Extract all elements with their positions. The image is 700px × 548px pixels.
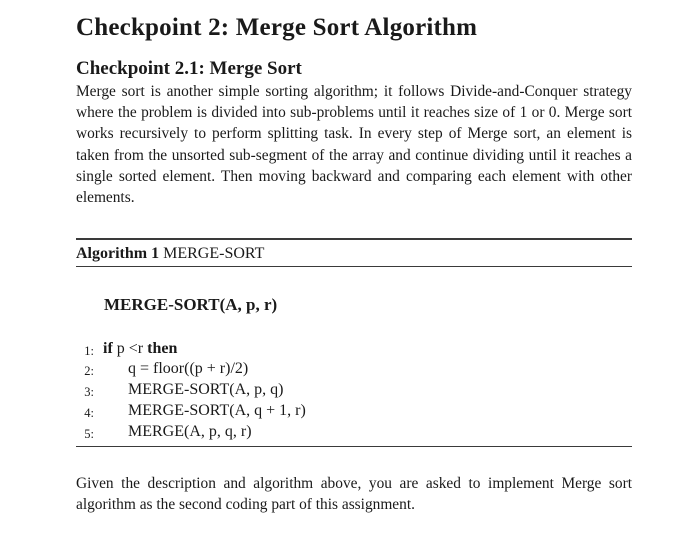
algorithm-top-rule	[76, 238, 632, 240]
line-code: MERGE-SORT(A, p, q)	[128, 381, 284, 398]
line-number: 4:	[84, 406, 94, 420]
line-number: 1:	[84, 344, 94, 358]
line-number: 2:	[84, 364, 94, 378]
line-code	[103, 340, 177, 358]
line-number: 5:	[84, 427, 94, 441]
closing-paragraph: Given the description and algorithm above, you are asked to implement Merge sort algorithm as the second coding part of this assignment.	[76, 475, 632, 514]
line-code: MERGE-SORT(A, q + 1, r)	[128, 402, 306, 419]
algorithm-caption-rule	[76, 266, 632, 267]
subsection-title: Checkpoint 2.1: Merge Sort	[76, 58, 302, 79]
line-code: MERGE(A, p, q, r)	[128, 423, 252, 440]
keyword-if: if	[103, 340, 113, 357]
section-title: Checkpoint 2: Merge Sort Algorithm	[76, 14, 478, 41]
algorithm-label: Algorithm 1	[76, 245, 160, 262]
procedure-header: MERGE-SORT(A, p, r)	[104, 295, 278, 314]
algorithm-name: MERGE-SORT	[163, 245, 265, 262]
keyword-then: then	[147, 340, 178, 357]
algorithm-bottom-rule	[76, 446, 632, 447]
line-code: q = floor((p + r)/2)	[128, 360, 249, 377]
intro-paragraph: Merge sort is another simple sorting algorithm; it follows Divide-and-Conquer strategy where the problem is divided into sub-problems until it reaches size of 1 or 0. Merge sort works recursively to perform splitting task. In every step of Merge sort, an element is taken from the unsorted sub-segment of the array and continue dividing until it reaches a single sorted element. Then moving backward and comparing each element with other elements.	[76, 83, 632, 207]
algorithm-caption	[76, 245, 264, 263]
condition: p <r	[116, 340, 144, 357]
line-number: 3:	[84, 385, 94, 399]
